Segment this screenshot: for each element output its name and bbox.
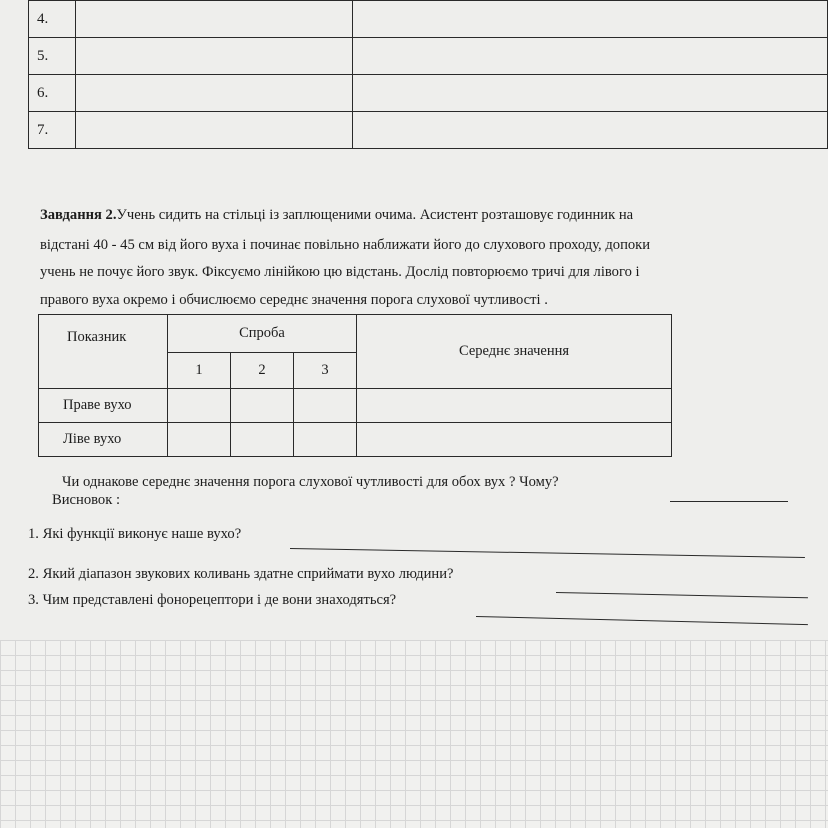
table-row — [29, 1, 828, 38]
table-row — [29, 38, 828, 75]
question-3: 3. Чим представлені фонорецептори і де вони знаходяться? — [28, 592, 397, 608]
row-number: 5. — [29, 38, 76, 75]
answer-line — [290, 548, 805, 558]
grid-paper — [0, 640, 828, 828]
answer-line — [670, 501, 788, 502]
table-row — [39, 423, 672, 457]
header-indicator: Показник — [39, 315, 168, 389]
question-1: 1. Які функції виконує наше вухо? — [28, 526, 242, 542]
attempt-number: 3 — [294, 353, 357, 389]
table-row — [29, 112, 828, 149]
row-left-ear: Ліве вухо — [39, 423, 168, 457]
question-2: 2. Який діапазон звукових коливань здатне сприймати вухо людини? — [28, 566, 454, 582]
answer-line — [476, 616, 808, 625]
top-table — [28, 0, 828, 149]
task-label: Завдання 2. — [40, 207, 117, 223]
measurement-table — [38, 314, 672, 457]
header-average: Середнє значення — [357, 315, 672, 389]
question-same: Чи однакове середнє значення порога слухової чутливості для обох вух ? Чому? — [62, 474, 559, 490]
attempt-number: 1 — [168, 353, 231, 389]
task-line: правого вуха окремо і обчислюємо середнє значення порога слухової чутливості . — [40, 292, 548, 308]
conclusion-label: Висновок : — [52, 492, 121, 508]
answer-line — [556, 592, 808, 598]
task-line: Завдання 2.Учень сидить на стільці із заплющеними очима. Асистент розташовує годинник на — [40, 207, 634, 223]
row-number: 4. — [29, 1, 76, 38]
row-number: 6. — [29, 75, 76, 112]
attempt-number: 2 — [231, 353, 294, 389]
task-line: учень не почує його звук. Фіксуємо лінійкою цю відстань. Дослід повторюємо тричі для лівого і — [40, 264, 640, 280]
row-right-ear: Праве вухо — [39, 389, 168, 423]
header-attempt: Спроба — [168, 315, 357, 353]
task-line: відстані 40 - 45 см від його вуха і починає повільно наближати його до слухового проходу, допоки — [40, 237, 651, 253]
table-row — [39, 389, 672, 423]
table-row — [29, 75, 828, 112]
row-number: 7. — [29, 112, 76, 149]
